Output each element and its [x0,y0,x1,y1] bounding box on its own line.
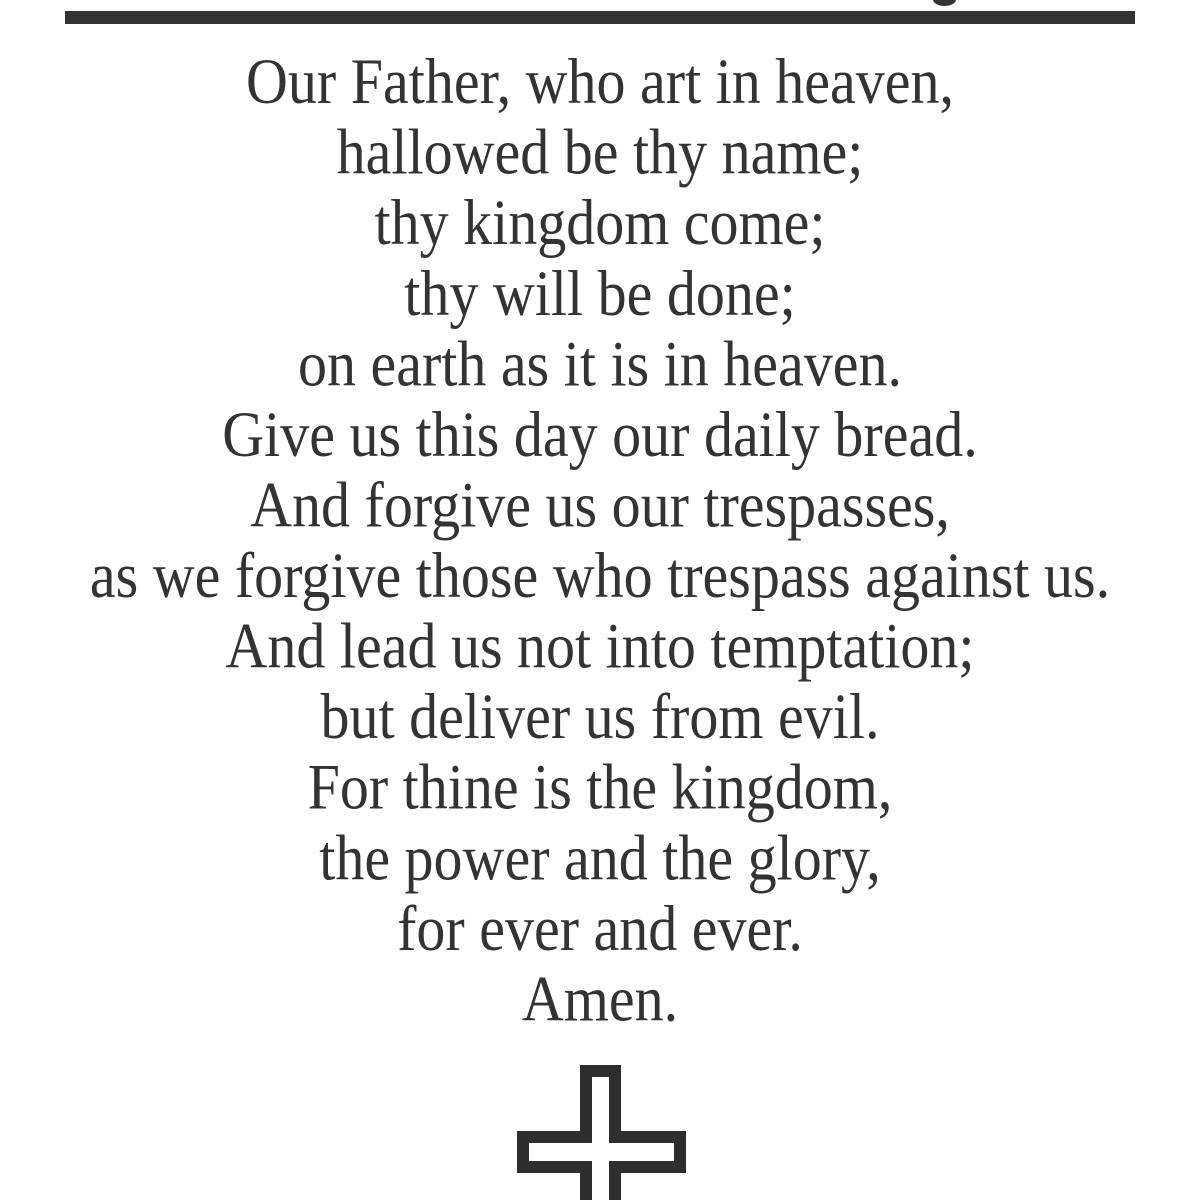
prayer-line: For thine is the kingdom, [307,750,893,824]
cutoff-title-descender [933,0,956,6]
prayer-line: but deliver us from evil. [320,679,880,753]
prayer-line: And forgive us our trespasses, [250,468,950,542]
prayer-line: the power and the glory, [319,821,881,894]
prayer-line: hallowed be thy name; [336,115,864,189]
top-rule-divider [65,11,1135,24]
prayer-line: for ever and ever. [397,891,803,965]
prayer-line: Give us this day our daily bread. [222,397,978,471]
prayer-line: thy kingdom come; [374,186,826,259]
prayer-line: And lead us not into temptation; [225,609,975,683]
prayer-line: Our Father, who art in heaven, [246,44,954,118]
cross-icon [505,1053,695,1200]
prayer-line: Amen. [521,962,679,1035]
prayer-line: thy will be done; [404,256,796,330]
prayer-text-block [0,46,1200,1034]
prayer-line: on earth as it is in heaven. [298,327,902,400]
prayer-line: as we forgive those who trespass against us. [89,538,1111,612]
